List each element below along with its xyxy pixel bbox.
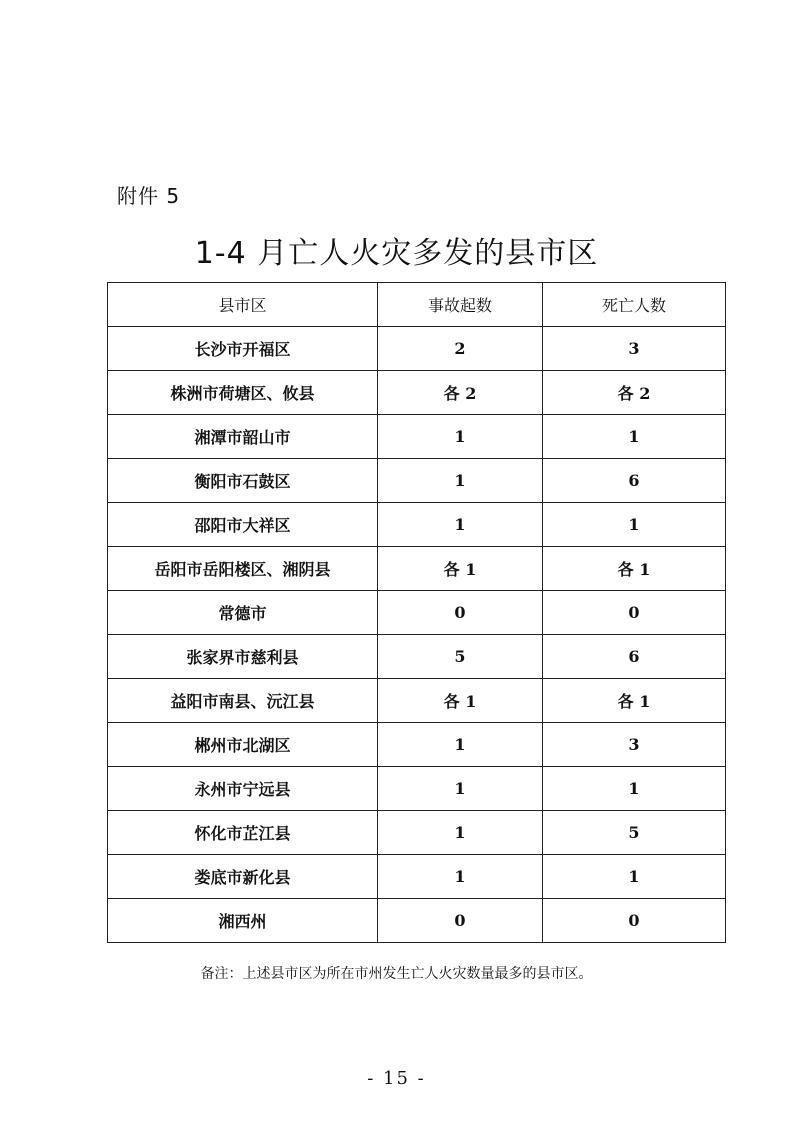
cell-deaths: 1	[543, 767, 726, 811]
cell-deaths: 各 2	[543, 371, 726, 415]
cell-deaths: 各 1	[543, 547, 726, 591]
cell-incidents: 1	[378, 811, 543, 855]
table-row	[108, 723, 726, 767]
table-row	[108, 767, 726, 811]
table-row	[108, 547, 726, 591]
table-row	[108, 371, 726, 415]
cell-deaths: 3	[543, 723, 726, 767]
cell-county: 湘潭市韶山市	[108, 415, 378, 459]
footnote: 备注：上述县市区为所在市州发生亡人火灾数量最多的县市区。	[200, 966, 593, 982]
cell-county: 邵阳市大祥区	[108, 503, 378, 547]
cell-deaths: 各 1	[543, 679, 726, 723]
fire-statistics-table	[107, 282, 726, 943]
cell-incidents: 1	[378, 767, 543, 811]
attachment-label: 附件 5	[117, 184, 181, 208]
table-row	[108, 855, 726, 899]
cell-incidents: 各 2	[378, 371, 543, 415]
cell-county: 郴州市北湖区	[108, 723, 378, 767]
cell-deaths: 1	[543, 415, 726, 459]
cell-incidents: 1	[378, 415, 543, 459]
cell-incidents: 1	[378, 723, 543, 767]
table-header-row	[108, 283, 726, 327]
table-row	[108, 635, 726, 679]
cell-county: 益阳市南县、沅江县	[108, 679, 378, 723]
cell-deaths: 0	[543, 591, 726, 635]
cell-incidents: 1	[378, 855, 543, 899]
page-number: - 15 -	[367, 1068, 426, 1089]
table-row	[108, 899, 726, 943]
cell-incidents: 各 1	[378, 679, 543, 723]
cell-incidents: 1	[378, 503, 543, 547]
header-county: 县市区	[108, 283, 378, 327]
cell-county: 岳阳市岳阳楼区、湘阴县	[108, 547, 378, 591]
cell-county: 永州市宁远县	[108, 767, 378, 811]
cell-county: 长沙市开福区	[108, 327, 378, 371]
table-row	[108, 503, 726, 547]
cell-county: 常德市	[108, 591, 378, 635]
header-deaths: 死亡人数	[543, 283, 726, 327]
cell-deaths: 1	[543, 855, 726, 899]
cell-incidents: 各 1	[378, 547, 543, 591]
table-row	[108, 327, 726, 371]
cell-incidents: 0	[378, 591, 543, 635]
cell-deaths: 5	[543, 811, 726, 855]
cell-county: 衡阳市石鼓区	[108, 459, 378, 503]
cell-county: 湘西州	[108, 899, 378, 943]
table-row	[108, 679, 726, 723]
table-row	[108, 591, 726, 635]
cell-deaths: 6	[543, 635, 726, 679]
cell-deaths: 3	[543, 327, 726, 371]
table-row	[108, 459, 726, 503]
cell-deaths: 0	[543, 899, 726, 943]
header-incidents: 事故起数	[378, 283, 543, 327]
cell-incidents: 1	[378, 459, 543, 503]
cell-county: 株洲市荷塘区、攸县	[108, 371, 378, 415]
cell-county: 怀化市芷江县	[108, 811, 378, 855]
cell-deaths: 6	[543, 459, 726, 503]
document-title: 1-4 月亡人火灾多发的县市区	[194, 236, 599, 271]
table-row	[108, 415, 726, 459]
cell-county: 娄底市新化县	[108, 855, 378, 899]
cell-county: 张家界市慈利县	[108, 635, 378, 679]
cell-incidents: 2	[378, 327, 543, 371]
table-row	[108, 811, 726, 855]
cell-deaths: 1	[543, 503, 726, 547]
cell-incidents: 0	[378, 899, 543, 943]
cell-incidents: 5	[378, 635, 543, 679]
